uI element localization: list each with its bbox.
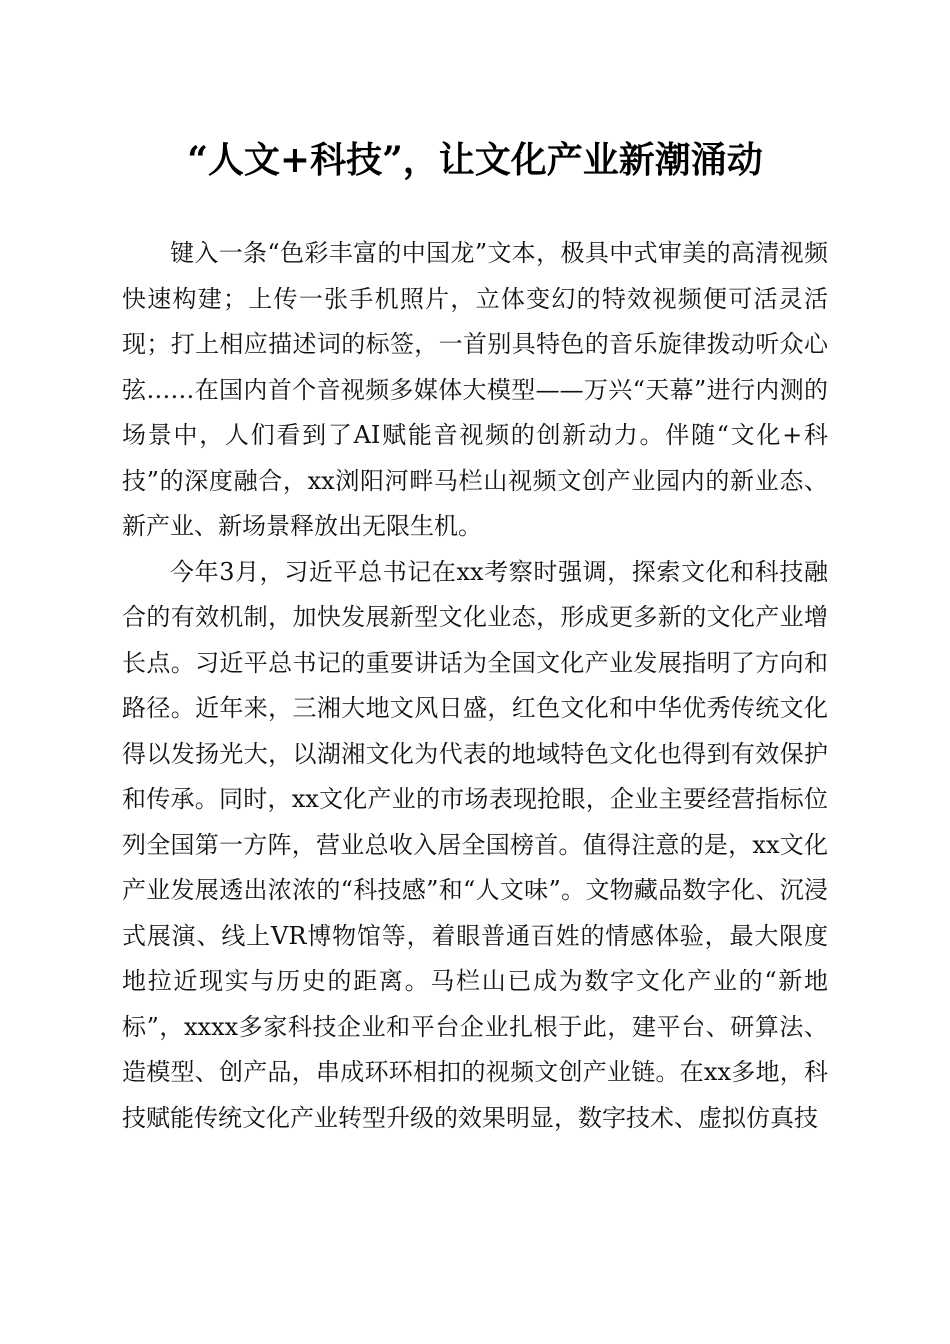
document-title: “人文+科技”，让文化产业新潮涌动: [187, 139, 763, 181]
paragraph-2: 今年3月，习近平总书记在xx考察时强调，探索文化和科技融合的有效机制，加快发展新型文化业态，形成更多新的文化产业增长点。习近平总书记的重要讲话为全国文化产业发展指明了方向和路径。近年来，三湘大地文风日盛，红色文化和中华优秀传统文化得以发扬光大，以湖湘文化为代表的地域特色文化也得到有效保护和传承。同时，xx文化产业的市场表现抢眼，企业主要经营指标位列全国第一方阵，营业总收入居全国榜首。值得注意的是，xx文化产业发展透出浓浓的“科技感”和“人文味”。文物藏品数字化、沉浸式展演、线上VR博物馆等，着眼普通百姓的情感体验，最大限度地拉近现实与历史的距离。马栏山已成为数字文化产业的“新地标”，xxxx多家科技企业和平台企业扎根于此，建平台、研算法、造模型、创产品，串成环环相扣的视频文创产业链。在xx多地，科技赋能传统文化产业转型升级的效果明显，数字技术、虚拟仿真技: [122, 557, 828, 1132]
paragraph-1: 键入一条“色彩丰富的中国龙”文本，极具中式审美的高清视频快速构建；上传一张手机照片，立体变幻的特效视频便可活灵活现；打上相应描述词的标签，一首别具特色的音乐旋律拨动听众心弦……在国内首个音视频多媒体大模型——万兴“天幕”进行内测的场景中，人们看到了AI赋能音视频的创新动力。伴随“文化+科技”的深度融合，xx浏阳河畔马栏山视频文创产业园内的新业态、新产业、新场景释放出无限生机。: [122, 239, 828, 540]
document-body: [122, 231, 828, 1141]
